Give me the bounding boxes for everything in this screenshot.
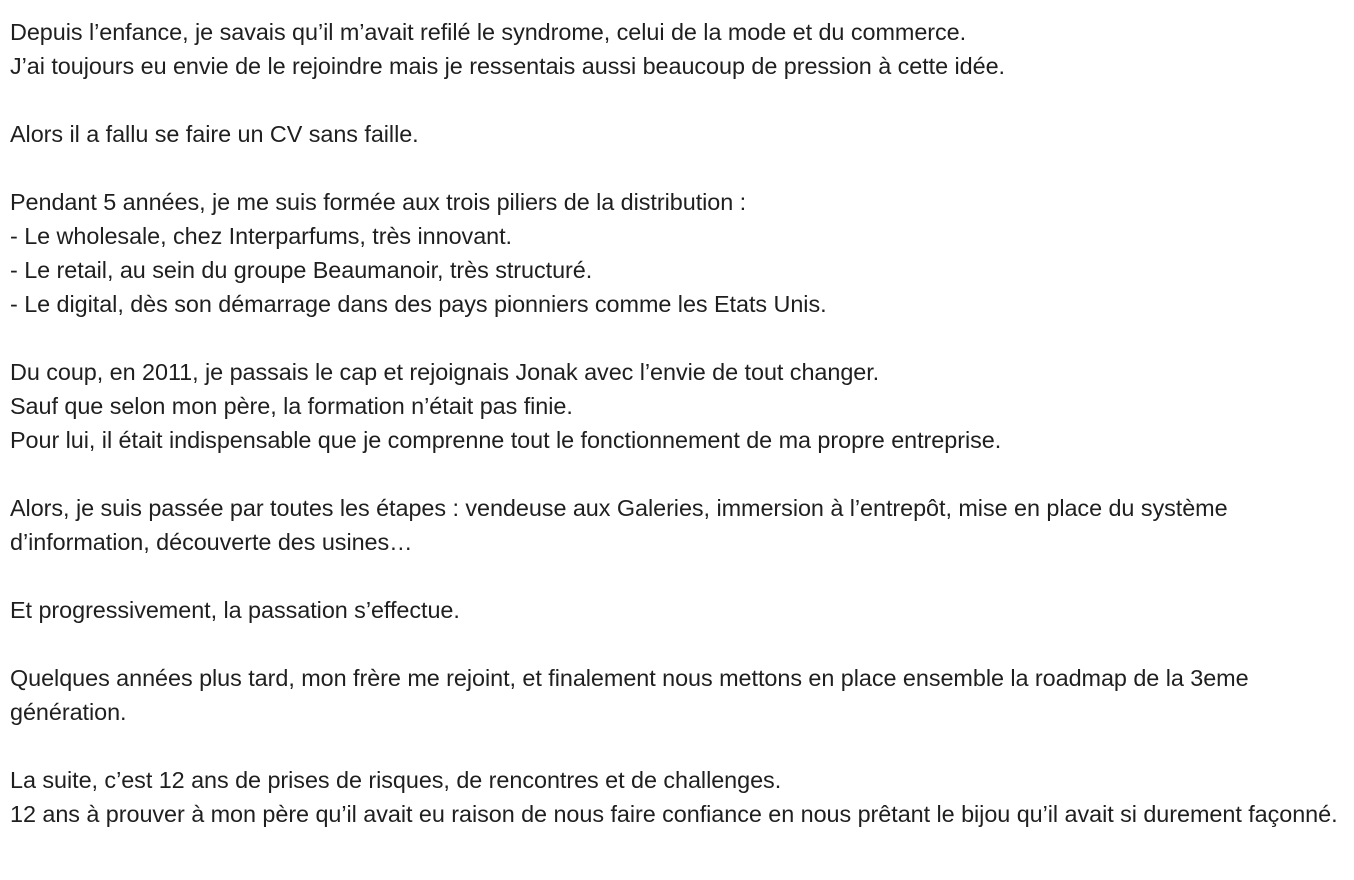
- paragraph-handover: [10, 593, 1340, 627]
- text-line: Depuis l’enfance, je savais qu’il m’avait refilé le syndrome, celui de la mode et du commerce.: [10, 19, 967, 45]
- list-item: - Le retail, au sein du groupe Beaumanoir, très structuré.: [10, 257, 593, 283]
- text-line: Sauf que selon mon père, la formation n’était pas finie.: [10, 393, 573, 419]
- paragraph-brother: [10, 661, 1340, 729]
- text-line: Et progressivement, la passation s’effectue.: [10, 597, 460, 623]
- paragraph-2011: [10, 355, 1340, 457]
- text-line: Du coup, en 2011, je passais le cap et rejoignais Jonak avec l’envie de tout changer.: [10, 359, 880, 385]
- text-line: J’ai toujours eu envie de le rejoindre mais je ressentais aussi beaucoup de pression à cette idée.: [10, 53, 1005, 79]
- paragraph-cv: [10, 117, 1340, 151]
- text-line: Alors il a fallu se faire un CV sans faille.: [10, 121, 419, 147]
- text-line: Quelques années plus tard, mon frère me rejoint, et finalement nous mettons en place ensemble la roadmap de la 3eme génération.: [10, 665, 1249, 725]
- list-item: - Le digital, dès son démarrage dans des pays pionniers comme les Etats Unis.: [10, 291, 827, 317]
- paragraph-steps: [10, 491, 1340, 559]
- text-line: Pendant 5 années, je me suis formée aux trois piliers de la distribution :: [10, 189, 747, 215]
- post-body: [10, 15, 1340, 865]
- text-line: Alors, je suis passée par toutes les étapes : vendeuse aux Galeries, immersion à l’entrepôt, mise en place du système d’information, découverte des usines…: [10, 495, 1228, 555]
- paragraph-childhood: [10, 15, 1340, 83]
- text-line: Pour lui, il était indispensable que je comprenne tout le fonctionnement de ma propre entreprise.: [10, 427, 1002, 453]
- text-line: 12 ans à prouver à mon père qu’il avait eu raison de nous faire confiance en nous prêtant le bijou qu’il avait si durement façonné.: [10, 801, 1338, 827]
- paragraph-twelve-years: [10, 763, 1340, 831]
- text-line: La suite, c’est 12 ans de prises de risques, de rencontres et de challenges.: [10, 767, 782, 793]
- paragraph-training: [10, 185, 1340, 321]
- list-item: - Le wholesale, chez Interparfums, très innovant.: [10, 223, 513, 249]
